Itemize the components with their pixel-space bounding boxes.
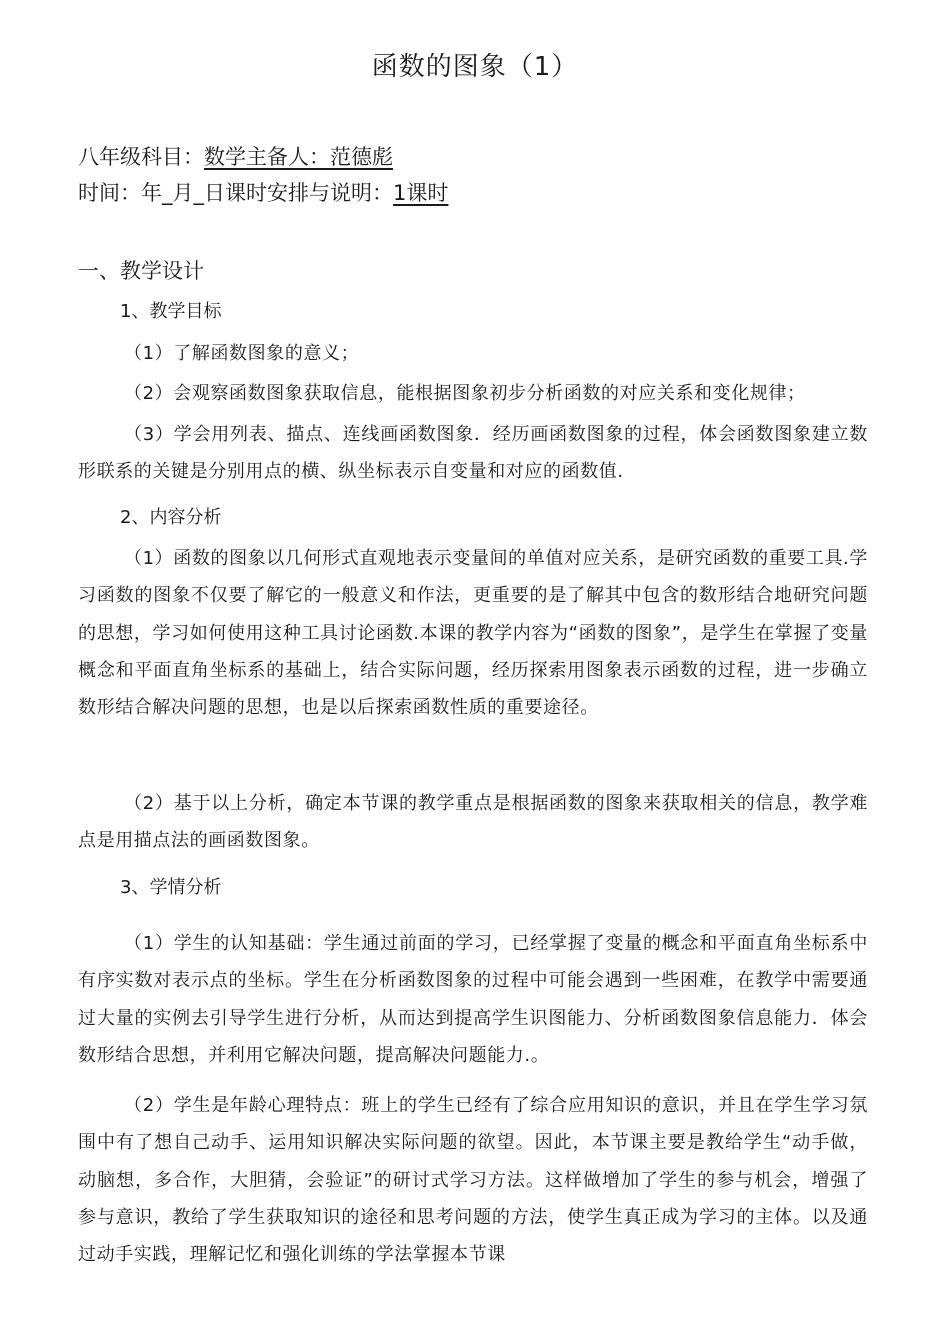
goal-item-2: （2）会观察函数图象获取信息，能根据图象初步分析函数的对应关系和变化规律； (124, 383, 806, 404)
subheading-goals: 1、教学目标 (120, 301, 222, 322)
goal-item-3: （3）学会用列表、描点、连线画函数图象．经历画函数图象的过程，体会函数图象建立数形联系的关键是分别用点的横、纵坐标表示自变量和对应的函数值. (78, 424, 868, 483)
learner-paragraph-2: （2）学生是年龄心理特点：班上的学生已经有了综合应用知识的意识，并且在学生学习氛围中有了想自己动手、运用知识解决实际问题的欲望。因此，本节课主要是教给学生“动手做，动脑想，多合作，大胆猜，会验证”的研讨式学习方法。这样做增加了学生的参与机会，增强了参与意识，教给了学生获取知识的途径和思考问题的方法，使学生真正成为学习的主体。以及通过动手实践，理解记忆和强化训练的学法掌握本节课 (78, 1095, 868, 1266)
grade-subject-label: 八年级科目： (78, 145, 204, 169)
subheading-learner-analysis: 3、学情分析 (120, 877, 222, 898)
document-title: 函数的图象（1） (371, 52, 579, 82)
periods-value: 1课时 (393, 181, 449, 205)
time-label: 时间：年_月_日课时安排与说明： (78, 181, 393, 205)
meta-line-time (78, 178, 448, 208)
content-paragraph-2: （2）基于以上分析，确定本节课的教学重点是根据函数的图象来获取相关的信息，教学难点是用描点法的画函数图象。 (78, 793, 868, 852)
content-paragraph-1: （1）函数的图象以几何形式直观地表示变量间的单值对应关系，是研究函数的重要工具.学习函数的图象不仅要了解它的一般意义和作法，更重要的是了解其中包含的数形结合地研究问题的思想，学习如何使用这种工具讨论函数.本课的教学内容为“函数的图象”，是学生在掌握了变量概念和平面直角坐标系的基础上，结合实际问题，经历探索用图象表示函数的过程，进一步确立数形结合解决问题的思想，也是以后探索函数性质的重要途径。 (78, 548, 868, 719)
subheading-content-analysis: 2、内容分析 (120, 507, 222, 528)
preparer-name: 范德彪 (330, 145, 393, 169)
meta-line-grade (78, 142, 393, 172)
section-heading-design: 一、教学设计 (78, 259, 204, 283)
subject-preparer: 数学主备人： (204, 145, 330, 169)
goal-item-1: （1）了解函数图象的意义； (124, 343, 360, 364)
learner-paragraph-1: （1）学生的认知基础：学生通过前面的学习，已经掌握了变量的概念和平面直角坐标系中有序实数对表示点的坐标。学生在分析函数图象的过程中可能会遇到一些困难，在教学中需要通过大量的实例去引导学生进行分析，从而达到提高学生识图能力、分析函数图象信息能力．体会数形结合思想，并利用它解决问题，提高解决问题能力.。 (78, 933, 868, 1066)
